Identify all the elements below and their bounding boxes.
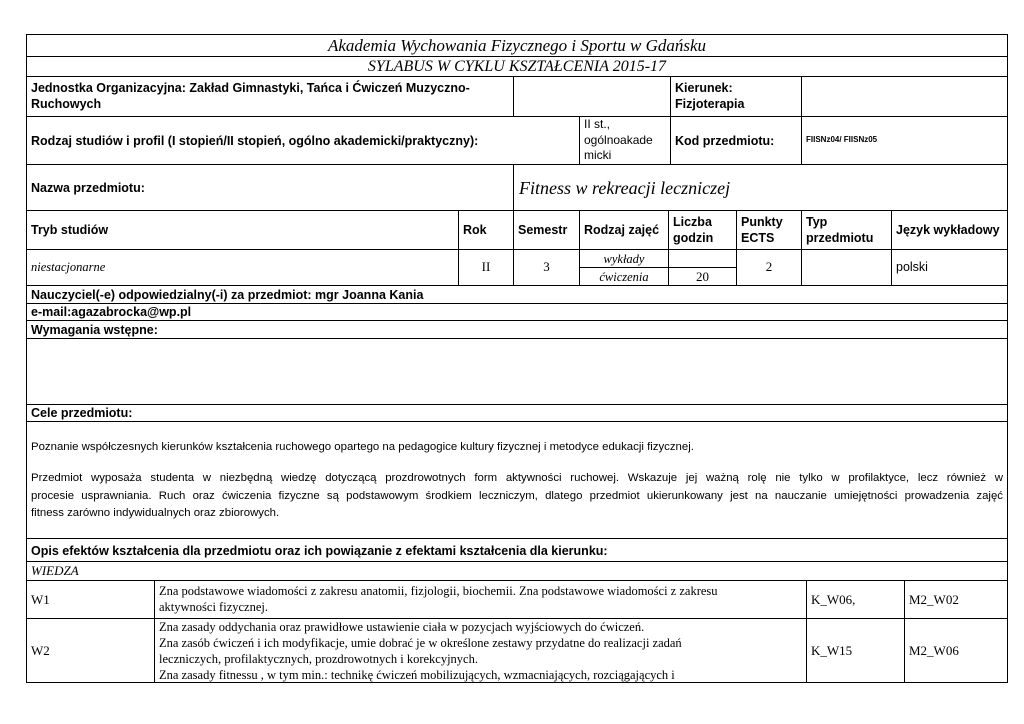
- row-semester: 3: [543, 259, 550, 274]
- row-mode: niestacjonarne: [31, 260, 106, 274]
- row-exercises: ćwiczenia: [599, 270, 649, 284]
- row-exercises-hours: 20: [696, 269, 709, 284]
- outcome-w1-text-line-1: Zna podstawowe wiadomości z zakresu anatomii, fizjologii, biochemii. Zna podstawowe wiadomości z zakresu: [159, 584, 718, 598]
- email-line: e-mail:agazabrocka@wp.pl: [31, 305, 192, 319]
- row-ects: 2: [765, 259, 773, 274]
- header-semester: Semestr: [518, 223, 568, 237]
- outcome-w1-id: W1: [31, 592, 50, 607]
- outcome-w1-m: M2_W02: [909, 592, 959, 607]
- code-value: FIISNz04/ FIISNz05: [806, 135, 878, 144]
- studies-value-line-3: micki: [584, 148, 612, 162]
- studies-label: Rodzaj studiów i profil (I stopień/II stopień, ogólno akademicki/praktyczny):: [31, 134, 479, 148]
- outcome-w2-id: W2: [31, 643, 50, 658]
- goals-paragraph-2-line-2: procesie usprawniania. Ruch oraz ćwiczenia fizyczne są podstawowym środkiem leczniczym, dlatego przedmiot ukierunkowany jest na nauczanie umiejętności prowadzenia zajęć: [31, 489, 1003, 502]
- requirements-label: Wymagania wstępne:: [31, 323, 158, 337]
- header-type: [806, 214, 890, 246]
- header-hours-line-1: Liczba: [673, 215, 712, 229]
- direction-cell: [675, 80, 799, 112]
- teacher-line: Nauczyciel(-e) odpowiedzialny(-i) za przedmiot: mgr Joanna Kania: [31, 288, 424, 302]
- subject-value: Fitness w rekreacji leczniczej: [519, 178, 731, 198]
- outcome-w1-text: [159, 583, 804, 615]
- header-hours: [673, 214, 735, 246]
- header-type-line-1: Typ: [806, 215, 828, 229]
- code-label: Kod przedmiotu:: [675, 134, 775, 148]
- goals-paragraph-2-line-1: Przedmiot wyposaża studenta w niezbędną wiedzę dotyczącą prozdrowotnych form aktywności ruchowej. Wskazuje jej ważną rolę nie tylko w profilaktyce, lecz również w: [31, 472, 1003, 484]
- row-lectures: wykłady: [603, 252, 645, 266]
- direction-value: Fizjoterapia: [675, 97, 745, 111]
- unit-label-line-1: Jednostka Organizacyjna: Zakład Gimnastyki, Tańca i Ćwiczeń Muzyczno-: [31, 81, 470, 95]
- outcome-w2-text-line-2: Zna zasób ćwiczeń i ich modyfikacje, umie dobrać je w określone zestawy przydatne do realizacji zadań: [159, 636, 682, 650]
- studies-value: [584, 117, 669, 164]
- header-class-type: Rodzaj zajęć: [584, 223, 660, 237]
- outcome-w1-text-line-2: aktywności fizycznej.: [159, 600, 268, 614]
- header-ects: [741, 214, 801, 246]
- academy-title: Akademia Wychowania Fizycznego i Sportu w Gdańsku: [327, 36, 707, 55]
- header-ects-line-2: ECTS: [741, 231, 775, 245]
- goals-label: Cele przedmiotu:: [31, 406, 133, 420]
- goals-paragraph-1: Poznanie współczesnych kierunków kształcenia ruchowego opartego na pedagogice kultury fizycznej i metodyce edukacji fizycznej.: [31, 441, 694, 453]
- row-year: II: [481, 259, 491, 274]
- subject-label: Nazwa przedmiotu:: [31, 181, 145, 195]
- outcome-w2-text-line-1: Zna zasady oddychania oraz prawidłowe ustawienie ciała w pozycjach wyjściowych do ćwiczeń.: [159, 620, 645, 634]
- unit-label: [31, 80, 511, 112]
- studies-value-line-2: ogólnoakade: [584, 132, 653, 147]
- header-ects-line-1: Punkty: [741, 215, 783, 229]
- knowledge-label: WIEDZA: [31, 563, 79, 578]
- unit-label-line-2: Ruchowych: [31, 97, 102, 111]
- studies-value-line-1: II st.,: [584, 117, 611, 131]
- outcome-w2-text-line-3: leczniczych, profilaktycznych, prozdrowotnych i korekcyjnych.: [159, 652, 478, 666]
- outcome-w2-k: K_W15: [811, 643, 853, 658]
- outcome-w2-text: [159, 619, 804, 683]
- goals-paragraph-2: [31, 470, 1003, 523]
- syllabus-title: SYLABUS W CYKLU KSZTAŁCENIA 2015-17: [367, 58, 667, 75]
- header-year: Rok: [463, 223, 487, 237]
- direction-label: Kierunek:: [675, 81, 733, 95]
- header-type-line-2: przedmiotu: [806, 231, 874, 245]
- header-language: Język wykładowy: [896, 223, 1000, 237]
- row-language: polski: [896, 260, 928, 274]
- outcome-w2-text-line-4: Zna zasady fitnessu , w tym min.: technikę ćwiczeń mobilizujących, wzmacniających, rozciągających i: [159, 668, 675, 682]
- outcome-w1-k: K_W06,: [811, 592, 856, 607]
- header-hours-line-2: godzin: [673, 231, 714, 245]
- outcome-w2-m: M2_W06: [909, 643, 959, 658]
- header-mode: Tryb studiów: [31, 223, 109, 237]
- goals-paragraph-2-line-3: fitness zarówno indywidualnych oraz zbiorowych.: [31, 507, 280, 519]
- outcomes-label: Opis efektów kształcenia dla przedmiotu oraz ich powiązanie z efektami kształcenia dla kierunku:: [31, 544, 608, 558]
